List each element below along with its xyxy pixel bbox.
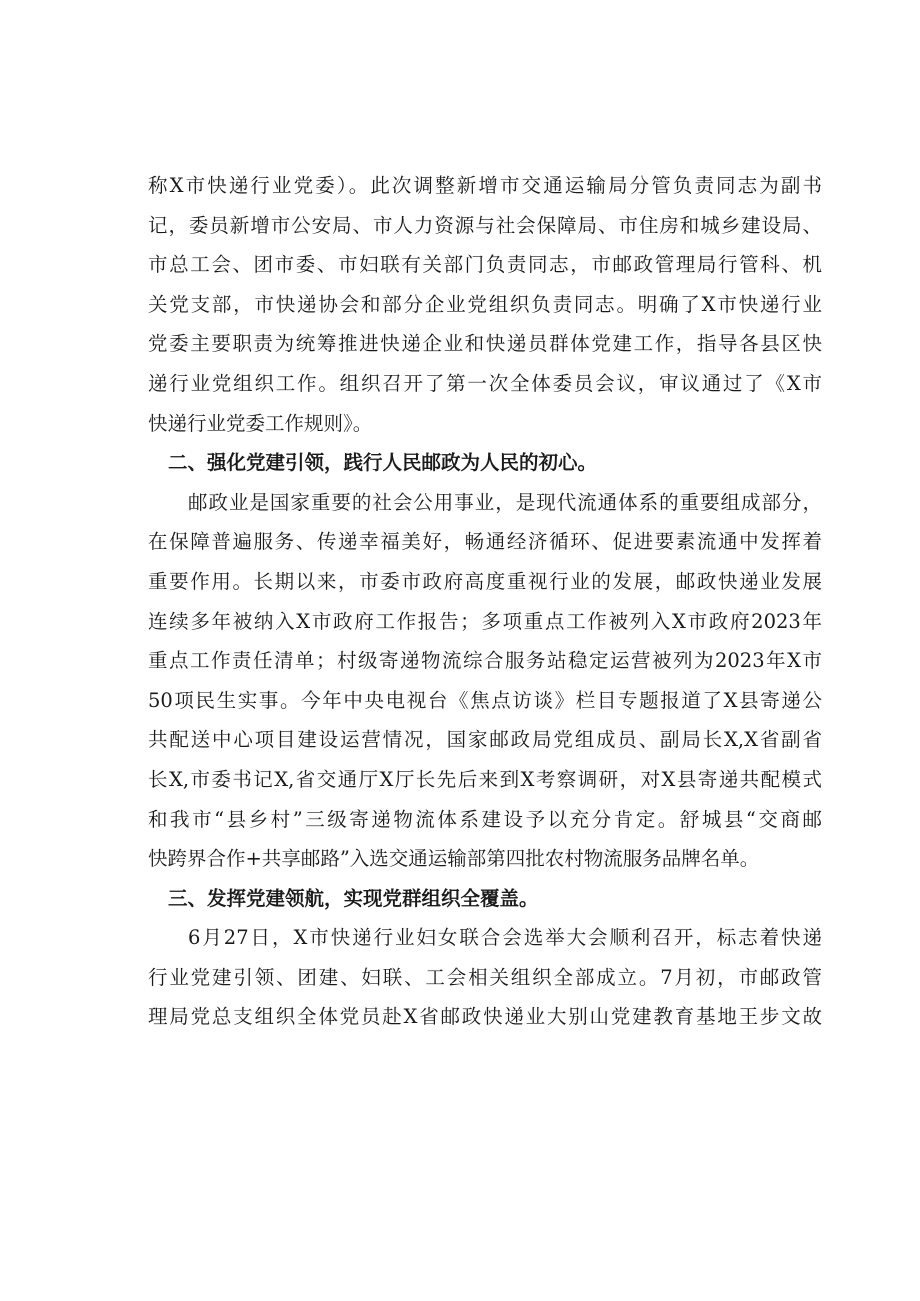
text-line: 市总工会、团市委、市妇联有关部门负责同志，市邮政管理局行管科、机	[148, 253, 822, 277]
text-line: 记，委员新增市公安局、市人力资源与社会保障局、市住房和城乡建设局、	[148, 213, 822, 237]
text-line: 和我市“县乡村”三级寄递物流体系建设予以充分肯定。舒城县“交商邮	[148, 807, 822, 831]
paragraph-2	[148, 483, 822, 879]
paragraph-3	[148, 918, 822, 1037]
text-line: 长X,市委书记X,省交通厅X厅长先后来到X考察调研，对X县寄递共配模式	[148, 767, 822, 791]
text-line: 重要作用。长期以来，市委市政府高度重视行业的发展，邮政快递业发展	[148, 569, 822, 593]
text-line: 关党支部，市快递协会和部分企业党组织负责同志。明确了X市快递行业	[148, 292, 822, 316]
document-body	[148, 166, 822, 1037]
text-line: 快跨界合作+共享邮路”入选交通运输部第四批农村物流服务品牌名单。	[148, 847, 760, 871]
text-line: 6月27日，X市快递行业妇女联合会选举大会顺利召开，标志着快递	[188, 926, 822, 950]
text-line: 快递行业党委工作规则》。	[148, 411, 373, 435]
text-line: 在保障普遍服务、传递幸福美好，畅通经济循环、促进要素流通中发挥着	[148, 530, 822, 554]
text-line: 党委主要职责为统筹推进快递企业和快递员群体党建工作，指导各县区快	[148, 332, 822, 356]
text-line: 邮政业是国家重要的社会公用事业，是现代流通体系的重要组成部分，	[188, 490, 822, 514]
text-line: 行业党建引领、团建、妇联、工会相关组织全部成立。7月初，市邮政管	[148, 965, 822, 989]
section-heading-3: 三、发挥党建领航，实现党群组织全覆盖。	[168, 886, 539, 910]
text-line: 共配送中心项目建设运营情况，国家邮政局党组成员、副局长X,X省副省	[148, 728, 822, 752]
text-line: 50项民生实事。今年中央电视台《焦点访谈》栏目专题报道了X县寄递公	[148, 688, 822, 712]
text-line: 理局党总支组织全体党员赴X省邮政快递业大别山党建教育基地王步文故	[148, 1005, 822, 1029]
text-line: 称X市快递行业党委）。此次调整新增市交通运输局分管负责同志为副书	[148, 174, 822, 197]
text-line: 连续多年被纳入X市政府工作报告；多项重点工作被列入X市政府2023年	[148, 609, 822, 633]
text-line: 递行业党组织工作。组织召开了第一次全体委员会议，审议通过了《X市	[148, 371, 822, 395]
text-line: 重点工作责任清单；村级寄递物流综合服务站稳定运营被列为2023年X市	[148, 649, 822, 673]
section-heading-2: 二、强化党建引领，践行人民邮政为人民的初心。	[168, 451, 598, 475]
paragraph-1	[148, 166, 822, 443]
